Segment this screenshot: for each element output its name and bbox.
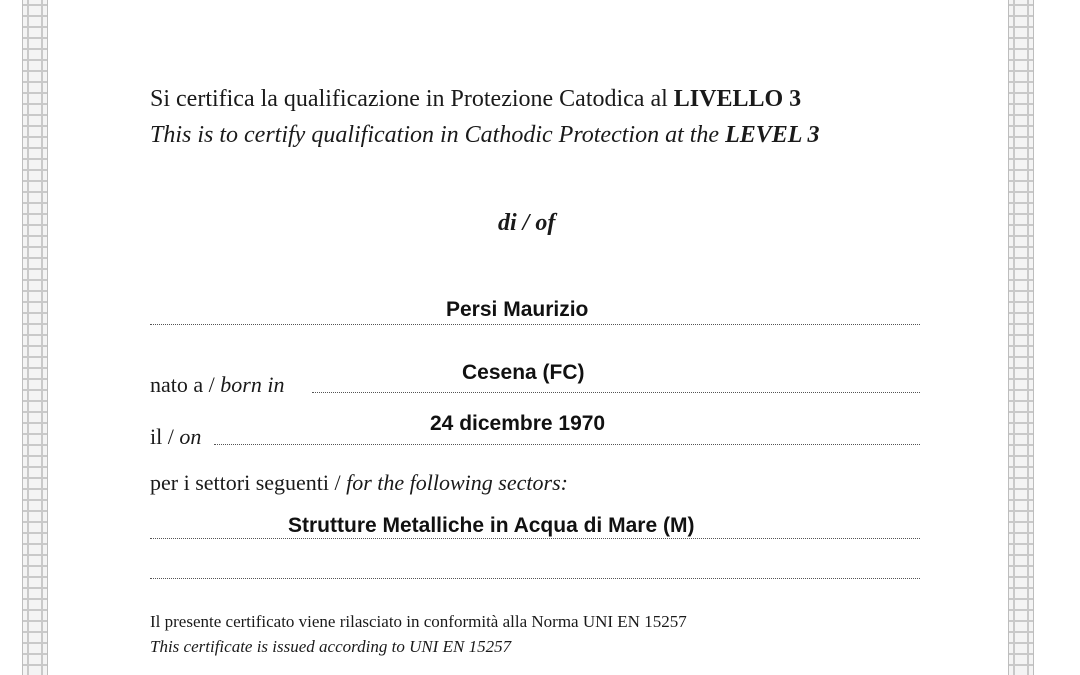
sector-value: Strutture Metalliche in Acqua di Mare (M) bbox=[288, 514, 695, 537]
certification-statement-italian: Si certifica la qualificazione in Protezione Catodica al LIVELLO 3 bbox=[150, 86, 802, 112]
birthplace-dotted-line bbox=[312, 392, 920, 393]
certification-statement-english: This is to certify qualification in Cathodic Protection at the LEVEL 3 bbox=[150, 122, 820, 148]
decorative-border-left bbox=[22, 0, 48, 675]
level-italian: LIVELLO 3 bbox=[673, 86, 802, 112]
sector-dotted-line-1 bbox=[150, 538, 920, 539]
date-dotted-line bbox=[214, 444, 920, 445]
name-dotted-line bbox=[150, 324, 920, 325]
decorative-border-right bbox=[1008, 0, 1034, 675]
birth-date-value: 24 dicembre 1970 bbox=[430, 412, 606, 435]
of-label: di / of bbox=[498, 210, 556, 236]
born-in-label: nato a / born in bbox=[150, 372, 285, 397]
date-label: il / on bbox=[150, 424, 202, 449]
holder-name: Persi Maurizio bbox=[446, 298, 589, 321]
footer-statement-english: This certificate is issued according to UNI EN 15257 bbox=[150, 637, 512, 656]
footer-statement-italian: Il presente certificato viene rilasciato in conformità alla Norma UNI EN 15257 bbox=[150, 612, 687, 631]
level-english: LEVEL 3 bbox=[725, 122, 820, 148]
sector-dotted-line-2 bbox=[150, 578, 920, 579]
birthplace-value: Cesena (FC) bbox=[462, 361, 585, 384]
sectors-label: per i settori seguenti / for the following sectors: bbox=[150, 470, 568, 495]
